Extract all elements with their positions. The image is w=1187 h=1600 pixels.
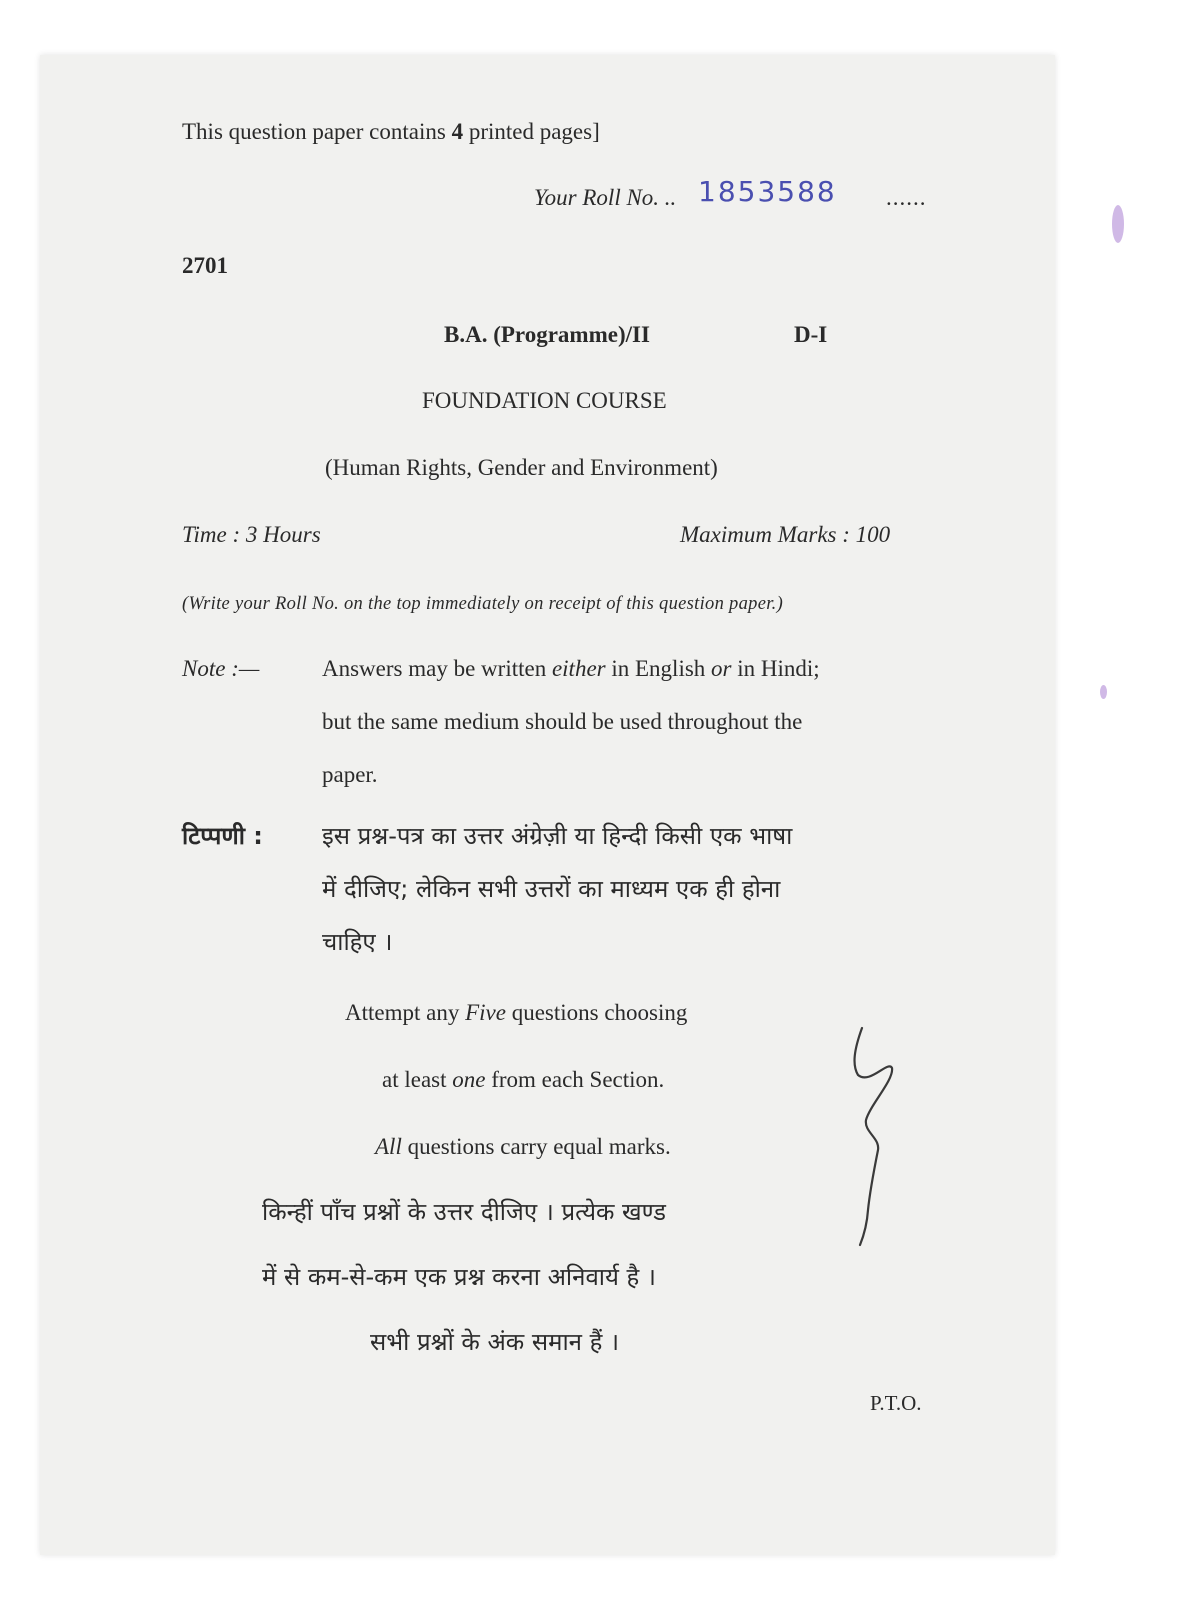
handwritten-bracket-mark: [840, 1020, 910, 1250]
instruction-line-2: at least one from each Section.: [382, 1067, 665, 1092]
roll-number-dots: ......: [886, 185, 927, 210]
note-line-1: Answers may be written either in English or in Hindi;: [322, 656, 820, 681]
pages-notice: This question paper contains 4 printed pages]: [182, 119, 600, 144]
roll-number-value: 1853588: [698, 175, 837, 208]
hindi-note-line-3: चाहिए ।: [322, 928, 393, 956]
note-line-3: paper.: [322, 762, 378, 787]
roll-instruction: (Write your Roll No. on the top immediately on receipt of this question paper.): [182, 594, 784, 614]
note-line-2: but the same medium should be used throughout the: [322, 709, 803, 734]
instruction-line-1: Attempt any Five questions choosing: [345, 1000, 688, 1025]
purple-ink-mark-small: [1100, 685, 1107, 699]
max-marks-label: Maximum Marks : 100: [680, 522, 891, 547]
hindi-instruction-line-3: सभी प्रश्नों के अंक समान हैं ।: [370, 1328, 620, 1356]
set-code: D-I: [794, 322, 828, 347]
hindi-instruction-line-2: में से कम-से-कम एक प्रश्न करना अनिवार्य है ।: [262, 1263, 657, 1291]
paper-code: 2701: [182, 253, 228, 278]
hindi-note-line-2: में दीजिए; लेकिन सभी उत्तरों का माध्यम एक ही होना: [322, 875, 781, 903]
programme-title: B.A. (Programme)/II: [444, 322, 650, 347]
purple-ink-mark: [1112, 205, 1124, 243]
course-title: FOUNDATION COURSE: [422, 388, 667, 413]
note-label: Note :—: [182, 656, 260, 681]
time-label: Time : 3 Hours: [182, 522, 321, 547]
hindi-note-line-1: इस प्रश्न-पत्र का उत्तर अंग्रेज़ी या हिन्दी किसी एक भाषा: [322, 822, 793, 850]
course-subtitle: (Human Rights, Gender and Environment): [325, 455, 718, 480]
roll-number-label: Your Roll No. ..: [534, 185, 677, 210]
pto-label: P.T.O.: [870, 1391, 922, 1415]
hindi-note-label: टिप्पणी :: [182, 822, 263, 850]
instruction-line-3: All questions carry equal marks.: [375, 1134, 671, 1159]
roll-number-field: [534, 186, 676, 209]
hindi-instruction-line-1: किन्हीं पाँच प्रश्नों के उत्तर दीजिए । प्रत्येक खण्ड: [262, 1198, 666, 1226]
